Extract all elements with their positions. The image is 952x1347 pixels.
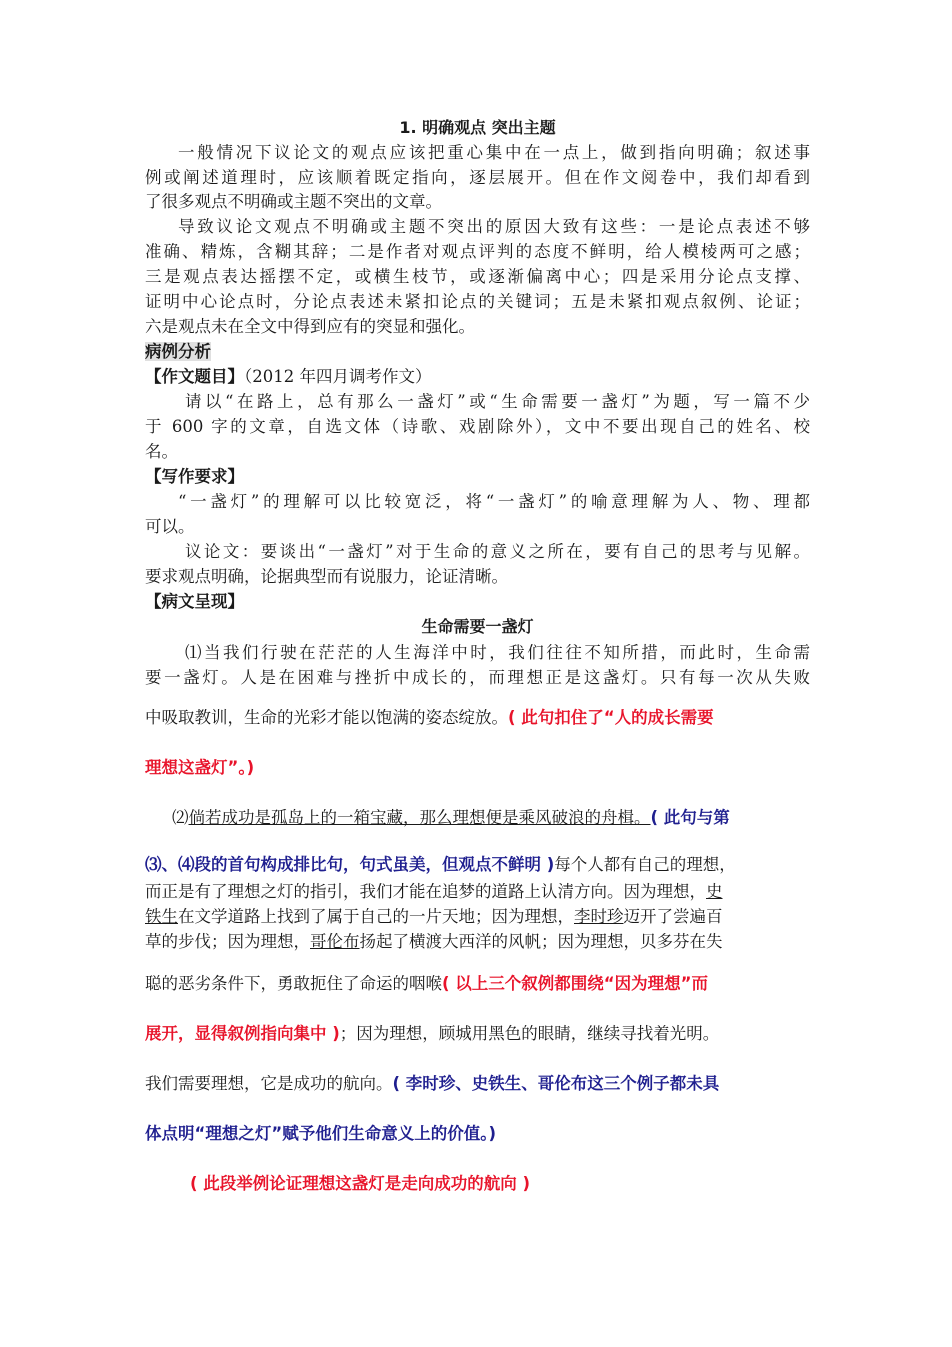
- section-heading: 1. 明确观点 突出主题: [399, 118, 556, 137]
- paragraph-line: [145, 930, 810, 954]
- essay-text: ；因为理想，顾城用黑色的眼睛，继续寻找着光明。: [339, 1024, 720, 1043]
- paragraph-line: 准确、精炼，含糊其辞；二是作者对观点评判的态度不鲜明，给人模棱两可之感；: [145, 242, 810, 261]
- essay-text: 草的步伐；因为理想，: [145, 932, 310, 951]
- paragraph-line: 名。: [145, 442, 178, 461]
- paragraph-line: ⑴当我们行驶在茫茫的人生海洋中时，我们往往不知所措，而此时，生命需: [185, 643, 810, 662]
- paragraph-line: 请以“在路上，总有那么一盏灯”或“生命需要一盏灯”为题，写一篇不少: [185, 392, 810, 411]
- paragraph-line: [145, 972, 810, 996]
- essay-text: 扬起了横渡大西洋的风帆；因为理想，贝多芬在失: [359, 932, 723, 951]
- comment-note: 理想这盏灯”。): [145, 758, 255, 777]
- paragraph-number: ⑵: [172, 808, 189, 827]
- comment-note: 展开，显得叙例指向集中 ): [145, 1024, 340, 1043]
- essay-text: 在文学道路上找到了属于自己的一片天地；因为理想，: [178, 907, 574, 926]
- case-analysis-heading: [145, 340, 810, 364]
- paragraph-line: 议论文：要谈出“一盏灯”对于生命的意义之所在，要有自己的思考与见解。: [185, 542, 810, 561]
- paragraph-line: 例或阐述道理时，应该顺着既定指向，逐层展开。但在作文阅卷中，我们却看到: [145, 168, 810, 187]
- paragraph-line: 要一盏灯。人是在困难与挫折中成长的，而理想正是这盏灯。只有每一次从失败: [145, 668, 810, 687]
- paragraph-line: 证明中心论点时，分论点表述未紧扣论点的关键词；五是未紧扣观点叙例、论证；: [145, 292, 810, 311]
- paragraph-line: [145, 1022, 810, 1046]
- paragraph-line: 一般情况下议论文的观点应该把重心集中在一点上，做到指向明确；叙述事: [178, 143, 810, 162]
- comment-note: ( 此段举例论证理想这盏灯是走向成功的航向 ): [190, 1174, 531, 1193]
- paragraph-line: 三是观点表达摇摆不定，或横生枝节，或逐渐偏离中心；四是采用分论点支撑、: [145, 267, 810, 286]
- person-name: 哥伦布: [310, 932, 360, 951]
- comment-note: ( 李时珍、史铁生、哥伦布这三个例子都未具: [392, 1074, 720, 1093]
- paragraph-line: [145, 880, 810, 904]
- topic-heading: [145, 365, 810, 389]
- comment-note: ( 此句与第: [650, 808, 730, 827]
- paragraph-line: 导致议论文观点不明确或主题不突出的原因大致有这些：一是论点表述不够: [178, 217, 810, 236]
- paragraph-line: [145, 905, 810, 929]
- topic-label: 【作文题目】: [145, 367, 244, 386]
- person-name: 史: [706, 882, 723, 901]
- essay-text: 每个人都有自己的理想，: [554, 855, 736, 874]
- paragraph-line: [145, 853, 810, 877]
- case-analysis-label: 病例分析: [145, 342, 211, 361]
- underlined-text: 倘若成功是孤岛上的一箱宝藏，那么理想便是乘风破浪的舟楫。: [188, 808, 651, 827]
- paragraph-line: [145, 1072, 810, 1096]
- essay-text: 中吸取教训，生命的光彩才能以饱满的姿态绽放。: [145, 708, 508, 727]
- essay-text: 迈开了尝遍百: [623, 907, 723, 926]
- essay-label: 【病文呈现】: [145, 592, 244, 611]
- paragraph-line: [145, 806, 810, 830]
- person-name: 李时珍: [574, 907, 624, 926]
- comment-note: 体点明“理想之灯”赋予他们生命意义上的价值。): [145, 1124, 496, 1143]
- essay-text: 而正是有了理想之灯的指引，我们才能在追梦的道路上认清方向。因为理想，: [145, 882, 706, 901]
- topic-source: （2012 年四月调考作文）: [244, 367, 432, 386]
- comment-note: ⑶、⑷段的首句构成排比句，句式虽美，但观点不鲜明 ): [145, 855, 555, 874]
- essay-text: 聪的恶劣条件下，勇敢扼住了命运的咽喉: [145, 974, 442, 993]
- paragraph-line: 了很多观点不明确或主题不突出的文章。: [145, 192, 442, 211]
- paragraph-line: 可以。: [145, 517, 195, 536]
- essay-title: 生命需要一盏灯: [421, 617, 534, 636]
- essay-text: 我们需要理想，它是成功的航向。: [145, 1074, 393, 1093]
- person-name: 铁生: [145, 907, 178, 926]
- requirement-label: 【写作要求】: [145, 467, 244, 486]
- paragraph-line: [145, 706, 810, 730]
- paragraph-line: “一盏灯”的理解可以比较宽泛，将“一盏灯”的喻意理解为人、物、理都: [178, 492, 810, 511]
- comment-note: ( 此句扣住了“人的成长需要: [508, 708, 714, 727]
- comment-note: ( 以上三个叙例都围绕“因为理想”而: [442, 974, 708, 993]
- paragraph-line: 于 600 字的文章，自选文体（诗歌、戏剧除外），文中不要出现自己的姓名、校: [145, 417, 810, 436]
- paragraph-line: 要求观点明确，论据典型而有说服力，论证清晰。: [145, 567, 508, 586]
- paragraph-line: 六是观点未在全文中得到应有的突显和强化。: [145, 317, 475, 336]
